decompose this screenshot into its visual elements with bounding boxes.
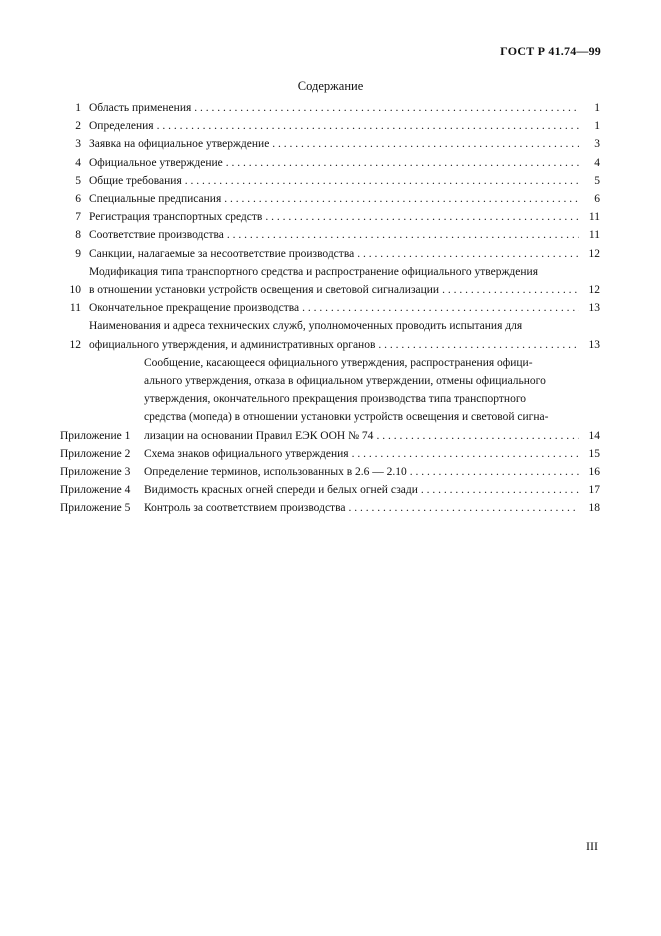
page-ref: 13 [588, 302, 600, 315]
entry-last-line [89, 336, 600, 354]
page-ref: 14 [588, 429, 600, 442]
entry-text [89, 208, 600, 226]
entry-last-line [89, 190, 600, 208]
toc-entry [60, 299, 600, 317]
dot-leader [348, 499, 579, 517]
entry-line: утверждения, окончательного прекращения производства типа транспортного [144, 393, 527, 406]
page-number: III [586, 839, 598, 853]
entry-line: Область применения [89, 102, 192, 114]
entry-line: Санкции, налагаемые за несоответствие производства [89, 247, 355, 260]
toc-row [60, 99, 600, 117]
entry-last-line [144, 463, 600, 481]
entry-last-line [89, 135, 600, 153]
toc-row [60, 245, 600, 263]
toc-row [60, 299, 600, 317]
entry-text [89, 263, 600, 299]
page-ref: 18 [588, 502, 600, 515]
entry-last-line [89, 299, 600, 317]
toc-row [60, 154, 600, 172]
section-number: 1 [75, 102, 81, 114]
toc-entry [60, 245, 600, 263]
entry-line: Наименования и адреса технических служб, уполномоченных проводить испытания для [89, 320, 523, 333]
annex-entry [60, 481, 600, 499]
entry-text [144, 463, 600, 481]
page-ref: 17 [588, 484, 600, 497]
entry-text [89, 190, 600, 208]
entry-line: Контроль за соответствием производства [144, 502, 346, 515]
annex-label: Приложение 5 [60, 502, 131, 515]
dot-leader [272, 135, 579, 153]
entry-text [144, 445, 600, 463]
dot-leader [302, 299, 579, 317]
toc-entry [60, 99, 600, 117]
entry-line: Окончательное прекращение производства [89, 302, 300, 315]
section-number: 10 [69, 284, 81, 297]
dot-leader [185, 172, 579, 190]
section-number: 2 [75, 120, 81, 133]
entry-text [144, 499, 600, 517]
entry-line: Регистрация транспортных средств [89, 211, 263, 224]
entry-line: в отношении установки устройств освещения и световой сигнализации [89, 284, 440, 297]
toc-row [60, 117, 600, 135]
toc-row [60, 135, 600, 153]
dot-leader [357, 245, 579, 263]
toc-entry [60, 154, 600, 172]
entry-line: Соответствие производства [89, 229, 224, 242]
entry-last-line [144, 481, 600, 499]
toc-row [60, 208, 600, 226]
table-of-contents [60, 99, 600, 518]
dot-leader [352, 445, 579, 463]
section-number: 11 [69, 302, 81, 315]
toc-entry [60, 172, 600, 190]
toc-entry [60, 317, 600, 353]
section-number: 8 [75, 229, 81, 242]
entry-line: Сообщение, касающееся официального утверждения, распространения офици- [144, 356, 533, 369]
toc-entry [60, 190, 600, 208]
entry-last-line [144, 445, 600, 463]
dot-leader [378, 336, 579, 354]
page-ref: 3 [594, 138, 600, 151]
annex-entry [60, 354, 600, 445]
entry-line: Общие требования [89, 174, 182, 187]
entry-text [89, 135, 600, 153]
page-ref: 12 [588, 284, 600, 297]
entry-last-line [89, 172, 600, 190]
annex-label: Приложение 1 [60, 429, 131, 442]
entry-line: Схема знаков официального утверждения [144, 447, 349, 460]
section-number: 12 [69, 338, 81, 351]
dot-leader [410, 463, 579, 481]
entry-line: Определение терминов, использованных в 2.6 — 2.10 [144, 466, 407, 479]
annex-label: Приложение 4 [60, 484, 131, 497]
toc-row [60, 463, 600, 481]
page-ref: 11 [588, 229, 600, 242]
entry-line: Модификация типа транспортного средства и распространение официального утверждения [89, 265, 538, 278]
entry-last-line [89, 226, 600, 244]
section-number: 4 [75, 156, 81, 169]
entry-last-line [89, 154, 600, 172]
dot-leader [265, 208, 579, 226]
entry-text [89, 99, 600, 117]
toc-entry [60, 226, 600, 244]
entry-last-line [89, 281, 600, 299]
entry-text [89, 299, 600, 317]
toc-row [60, 317, 600, 353]
entry-text [89, 172, 600, 190]
toc-entry [60, 135, 600, 153]
toc-row [60, 263, 600, 299]
entry-last-line [89, 245, 600, 263]
page-ref: 1 [594, 120, 600, 133]
dot-leader [376, 427, 579, 445]
page-ref: 13 [588, 338, 600, 351]
toc-row [60, 172, 600, 190]
section-number: 5 [75, 174, 81, 187]
toc-entry [60, 208, 600, 226]
toc-row [60, 499, 600, 517]
dot-leader [157, 117, 579, 135]
page-ref: 12 [588, 247, 600, 260]
toc-row [60, 190, 600, 208]
section-number: 6 [75, 193, 81, 206]
entry-last-line [89, 208, 600, 226]
entry-line: Специальные предписания [89, 193, 222, 206]
dot-leader [226, 154, 579, 172]
page-ref: 1 [594, 102, 600, 114]
entry-text [144, 354, 600, 445]
dot-leader [224, 190, 579, 208]
annex-entry [60, 445, 600, 463]
entry-line: Официальное утверждение [89, 156, 223, 169]
entry-line: средства (мопеда) в отношении установки устройств освещения и световой сигна- [144, 411, 549, 424]
dot-leader [442, 281, 579, 299]
annex-label: Приложение 2 [60, 447, 131, 460]
page-ref: 15 [588, 447, 600, 460]
entry-line: Видимость красных огней спереди и белых огней сзади [144, 484, 418, 497]
entry-line: ального утверждения, отказа в официальном утверждении, отмены официального [144, 375, 546, 388]
dot-leader [194, 99, 579, 117]
entry-last-line [144, 499, 600, 517]
document-code: ГОСТ Р 41.74—99 [500, 44, 601, 58]
entry-line: официального утверждения, и административных органов [89, 338, 376, 351]
annex-label: Приложение 3 [60, 466, 131, 479]
entry-text [89, 317, 600, 353]
toc-row [60, 226, 600, 244]
entry-line: лизации на основании Правил ЕЭК ООН № 74 [144, 429, 374, 442]
entry-last-line [89, 117, 600, 135]
entry-line: Определения [89, 120, 154, 133]
dot-leader [227, 226, 579, 244]
entry-text [89, 226, 600, 244]
annex-entry [60, 499, 600, 517]
section-number: 3 [75, 138, 81, 151]
section-number: 7 [75, 211, 81, 224]
dot-leader [421, 481, 579, 499]
toc-row [60, 445, 600, 463]
toc-entry [60, 117, 600, 135]
toc-title: Содержание [297, 79, 364, 93]
entry-last-line [89, 99, 600, 117]
page-ref: 11 [588, 211, 600, 224]
toc-entry [60, 263, 600, 299]
section-number: 9 [75, 247, 81, 260]
entry-text [89, 154, 600, 172]
entry-last-line [144, 427, 600, 445]
entry-text [144, 481, 600, 499]
toc-row [60, 481, 600, 499]
entry-line: Заявка на официальное утверждение [89, 138, 270, 151]
page-ref: 4 [594, 156, 600, 169]
toc-row [60, 354, 600, 445]
annex-entry [60, 463, 600, 481]
entry-text [89, 117, 600, 135]
page-ref: 16 [588, 466, 600, 479]
entry-text [89, 245, 600, 263]
page-ref: 5 [594, 174, 600, 187]
page-ref: 6 [594, 193, 600, 206]
